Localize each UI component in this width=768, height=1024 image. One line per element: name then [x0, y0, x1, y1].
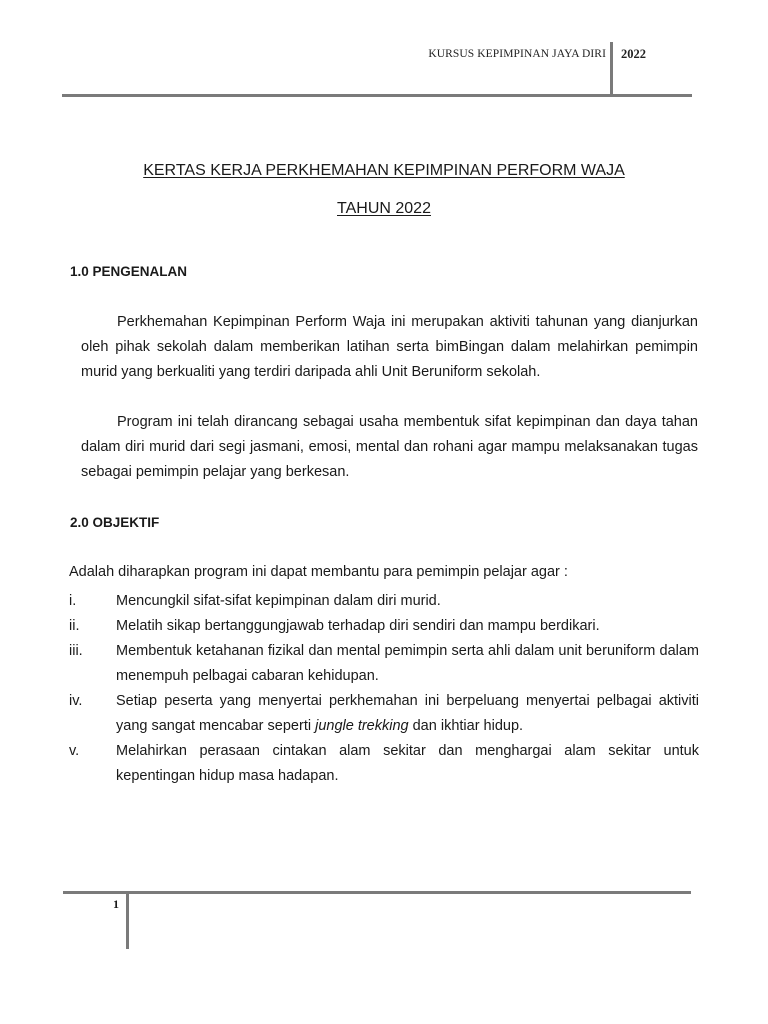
- header-divider-horizontal: [62, 94, 692, 97]
- paragraph: Program ini telah dirancang sebagai usaha membentuk sifat kepimpinan dan daya tahan dalam diri murid dari segi jasmani, emosi, mental dan rohani agar mampu melaksanakan tugas sebagai pemimpin pelajar yang berkesan.: [81, 414, 698, 480]
- list-item-text: Setiap peserta yang menyertai perkhemahan ini berpeluang menyertai pelbagai aktiviti yang sangat mencabar seperti jungle trekking dan ikhtiar hidup.: [116, 693, 699, 734]
- list-item-text: Membentuk ketahanan fizikal dan mental pemimpin serta ahli dalam unit beruniform dalam menempuh pelbagai cabaran kehidupan.: [116, 643, 699, 684]
- list-item: [69, 589, 699, 614]
- list-item-number: iv.: [69, 693, 83, 709]
- paragraph: Perkhemahan Kepimpinan Perform Waja ini merupakan aktiviti tahunan yang dianjurkan oleh pihak sekolah dalam memberikan latihan serta bimBingan dalam melahirkan pemimpin murid yang berkualiti yang terdiri daripada ahli Unit Beruniform sekolah.: [81, 314, 698, 380]
- header-title: KURSUS KEPIMPINAN JAYA DIRI: [428, 48, 606, 60]
- list-item-text: Melahirkan perasaan cintakan alam sekitar dan menghargai alam sekitar untuk kepentingan hidup masa hadapan.: [116, 743, 699, 784]
- list-item: [69, 639, 699, 689]
- list-item-number: i.: [69, 593, 77, 609]
- list-item-text: Melatih sikap bertanggungjawab terhadap diri sendiri dan mampu berdikari.: [116, 618, 600, 634]
- section-heading-objektif: 2.0 OBJEKTIF: [70, 515, 160, 530]
- objective-list: [69, 589, 699, 789]
- section-heading-pengenalan: 1.0 PENGENALAN: [70, 264, 188, 279]
- list-item: [69, 614, 699, 639]
- list-item-text: Mencungkil sifat-sifat kepimpinan dalam diri murid.: [116, 593, 441, 609]
- page-number: 1: [113, 897, 119, 911]
- list-item: [69, 689, 699, 739]
- list-item: [69, 739, 699, 789]
- header-divider-vertical: [610, 42, 613, 95]
- list-item-number: iii.: [69, 643, 83, 659]
- header-year: 2022: [621, 47, 646, 61]
- italic-term: jungle trekking: [315, 718, 409, 734]
- document-title-line1: KERTAS KERJA PERKHEMAHAN KEPIMPINAN PERFORM WAJA: [143, 162, 625, 179]
- list-item-number: v.: [69, 743, 80, 759]
- footer-divider-vertical: [126, 891, 129, 949]
- list-item-number: ii.: [69, 618, 80, 634]
- document-title-line2: TAHUN 2022: [337, 200, 431, 217]
- objective-intro: Adalah diharapkan program ini dapat membantu para pemimpin pelajar agar :: [69, 564, 568, 580]
- footer-divider-horizontal: [63, 891, 691, 894]
